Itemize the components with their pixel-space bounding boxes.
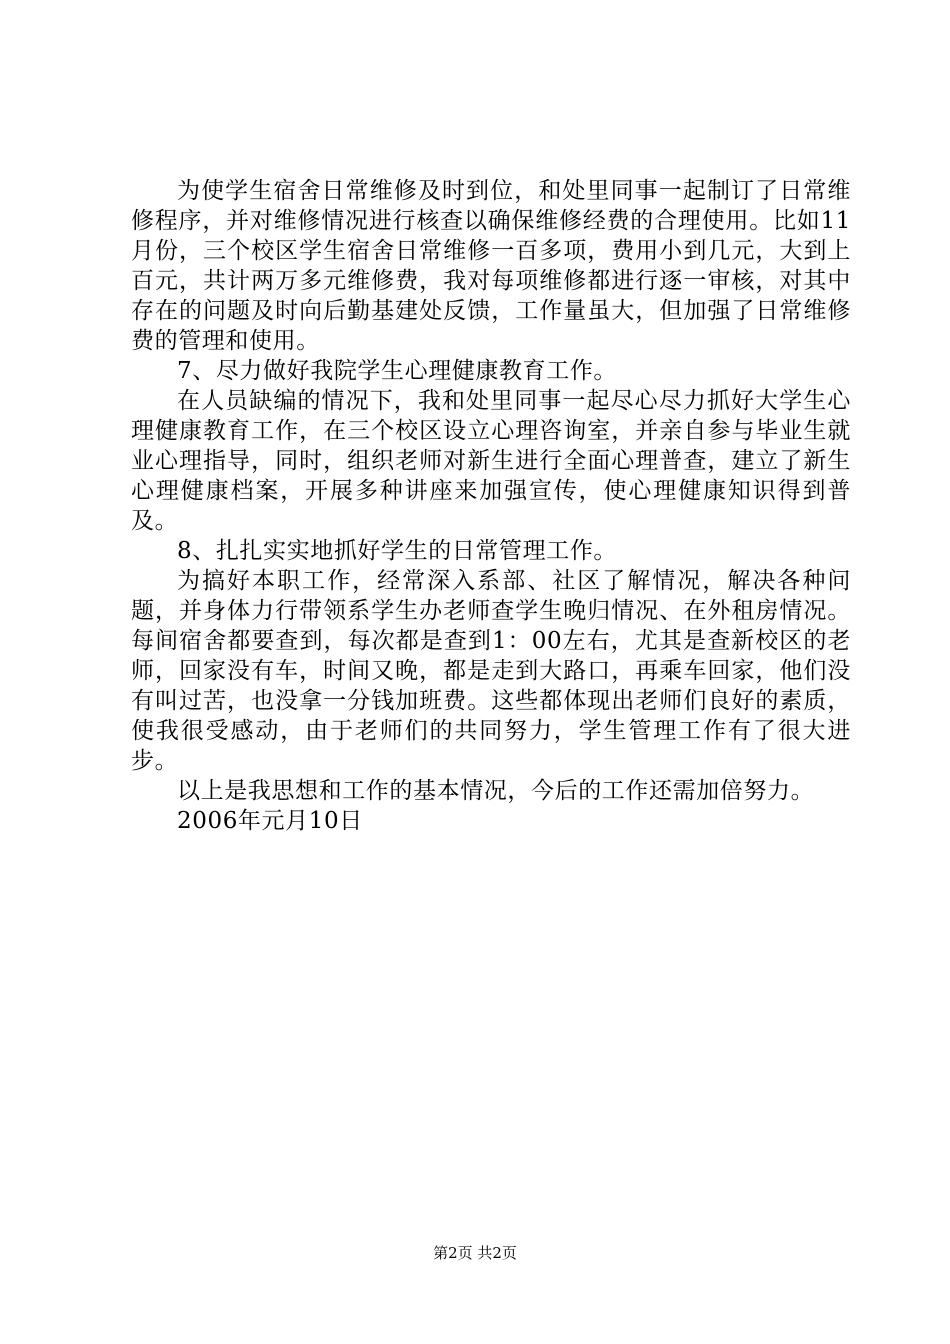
paragraph-daily-management: 为搞好本职工作，经常深入系部、社区了解情况，解决各种问题，并身体力行带领系学生办老师查学生晚归情况、在外租房情况。每间宿舍都要查到，每次都是查到1：00左右，尤其是查新校区的老师，回家没有车，时间又晚，都是走到大路口，再乘车回家，他们没有叫过苦，也没拿一分钱加班费。这些都体现出老师们良好的素质，使我很受感动，由于老师们的共同努力，学生管理工作有了很大进步。	[131, 568, 851, 774]
paragraph-mental-health: 在人员缺编的情况下，我和处里同事一起尽心尽力抓好大学生心理健康教育工作，在三个校区设立心理咨询室，并亲自参与毕业生就业心理指导，同时，组织老师对新生进行全面心理普查，建立了新生心理健康档案，开展多种讲座来加强宣传，使心理健康知识得到普及。	[131, 388, 851, 534]
paragraph-conclusion: 以上是我思想和工作的基本情况，今后的工作还需加倍努力。	[177, 778, 815, 804]
paragraph-maintenance: 为使学生宿舍日常维修及时到位，和处里同事一起制订了日常维修程序，并对维修情况进行核查以确保维修经费的合理使用。比如11月份，三个校区学生宿舍日常维修一百多项，费用小到几元，大到上百元，共计两万多元维修费，我对每项维修都进行逐一审核，对其中存在的问题及时向后勤基建处反馈，工作量虽大，但加强了日常维修费的管理和使用。	[131, 178, 851, 354]
heading-item-7: 7、尽力做好我院学生心理健康教育工作。	[177, 358, 618, 384]
document-date: 2006年元月10日	[177, 808, 363, 834]
heading-item-8: 8、扎扎实实地抓好学生的日常管理工作。	[177, 538, 618, 564]
document-body	[131, 176, 851, 836]
page-footer: 第2页 共2页	[433, 1244, 517, 1262]
